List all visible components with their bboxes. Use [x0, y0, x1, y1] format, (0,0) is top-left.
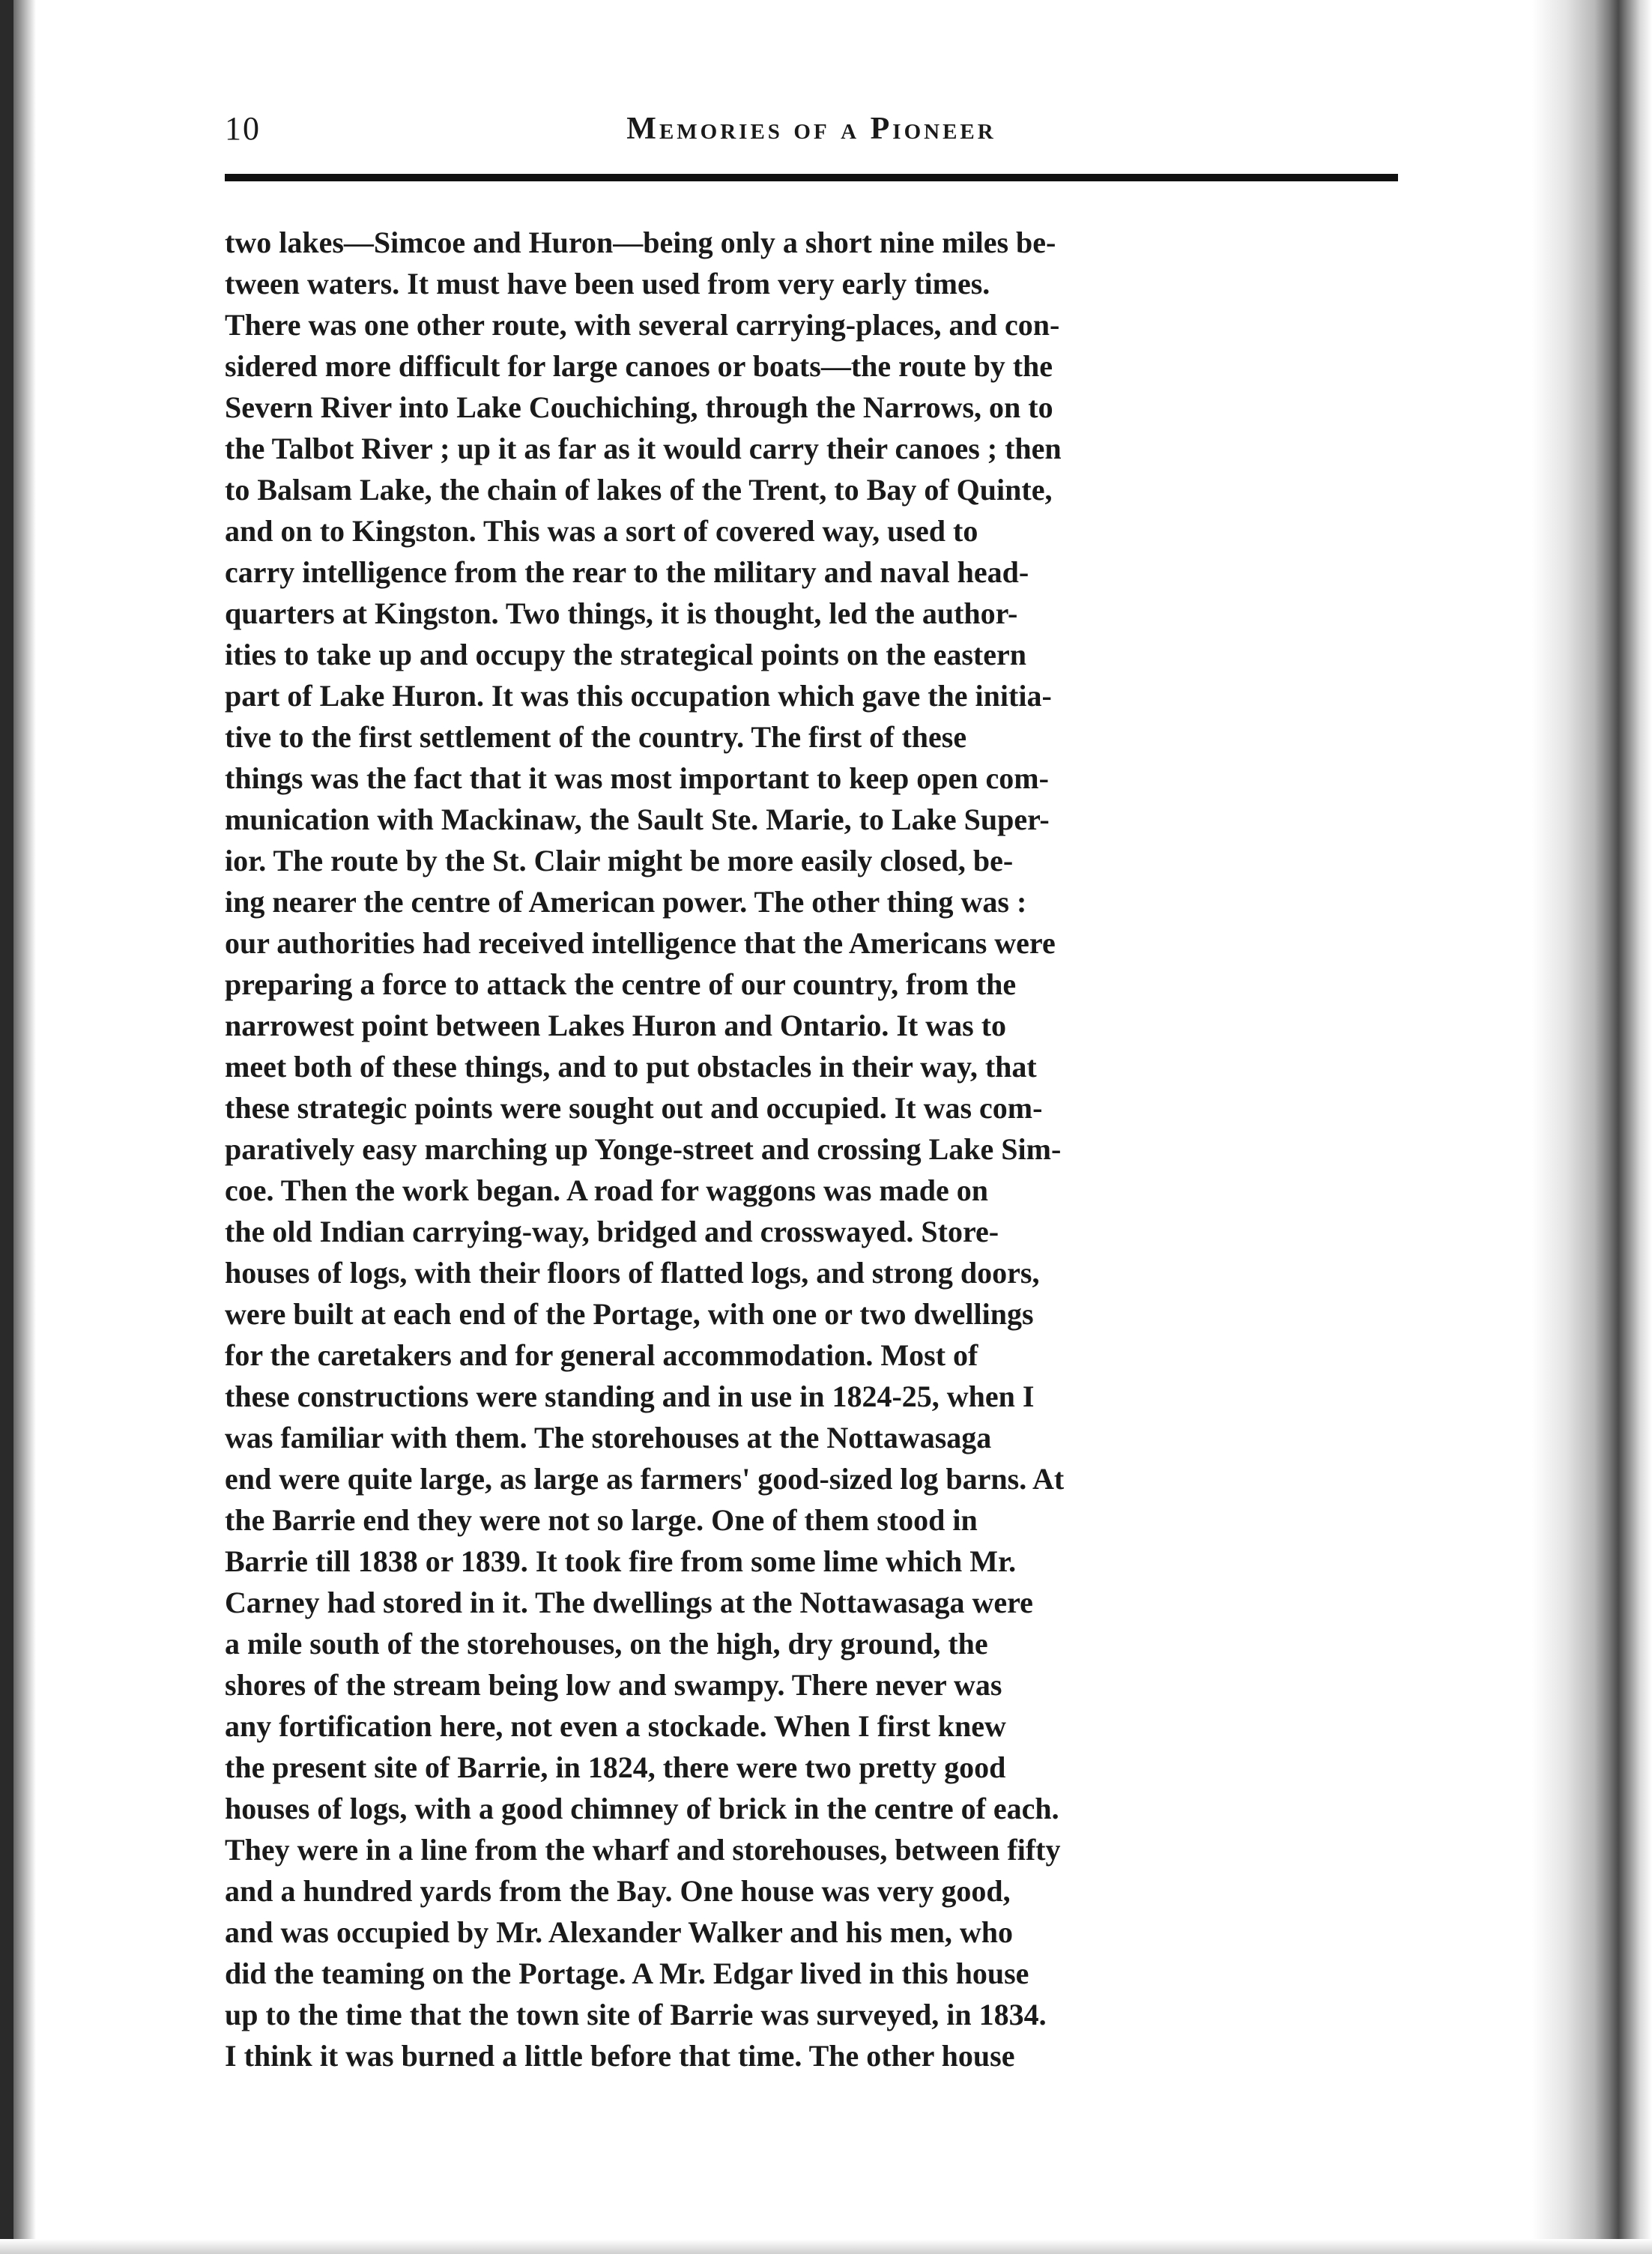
text-line: the present site of Barrie, in 1824, there were two pretty good [225, 1750, 1006, 1784]
header-rule [225, 174, 1398, 181]
text-line: Carney had stored in it. The dwellings at the Nottawasaga were [225, 1586, 1033, 1619]
text-line: for the caretakers and for general accommodation. Most of [225, 1338, 978, 1372]
text-line: meet both of these things, and to put obstacles in their way, that [225, 1050, 1037, 1084]
text-line: were built at each end of the Portage, with one or two dwellings [225, 1297, 1034, 1331]
text-line: paratively easy marching up Yonge-street and crossing Lake Sim- [225, 1132, 1062, 1166]
scan-edge-left [0, 0, 13, 2254]
text-line: Barrie till 1838 or 1839. It took fire from some lime which Mr. [225, 1544, 1017, 1578]
text-line: to Balsam Lake, the chain of lakes of the Trent, to Bay of Quinte, [225, 473, 1053, 507]
text-line: these strategic points were sought out and occupied. It was com- [225, 1091, 1043, 1125]
text-line: was familiar with them. The storehouses at the Nottawasaga [225, 1421, 992, 1454]
text-line: a mile south of the storehouses, on the high, dry ground, the [225, 1627, 988, 1661]
text-line: up to the time that the town site of Barrie was surveyed, in 1834. [225, 1998, 1047, 2031]
text-line: ing nearer the centre of American power. The other thing was : [225, 885, 1027, 919]
text-line: the old Indian carrying-way, bridged and crosswayed. Store- [225, 1215, 999, 1248]
text-line: shores of the stream being low and swampy. There never was [225, 1668, 1002, 1702]
running-title: Memories of a Pioneer [626, 112, 996, 146]
text-line: There was one other route, with several carrying-places, and con- [225, 308, 1060, 342]
text-line: They were in a line from the wharf and storehouses, between fifty [225, 1833, 1061, 1867]
text-line: quarters at Kingston. Two things, it is thought, led the author- [225, 596, 1018, 630]
text-line: tween waters. It must have been used from very early times. [225, 267, 990, 300]
scan-edge-right [1532, 0, 1652, 2254]
text-line: end were quite large, as large as farmers' good-sized log barns. At [225, 1462, 1065, 1496]
text-line: and was occupied by Mr. Alexander Walker and his men, who [225, 1915, 1014, 1949]
text-line: and on to Kingston. This was a sort of covered way, used to [225, 514, 978, 548]
text-line: and a hundred yards from the Bay. One house was very good, [225, 1874, 1011, 1908]
text-line: did the teaming on the Portage. A Mr. Edgar lived in this house [225, 1957, 1029, 1990]
text-line: houses of logs, with a good chimney of brick in the centre of each. [225, 1792, 1059, 1825]
text-line: narrowest point between Lakes Huron and Ontario. It was to [225, 1009, 1007, 1042]
text-line: our authorities had received intelligence that the Americans were [225, 926, 1056, 960]
page-number: 10 [225, 110, 261, 147]
text-line: the Barrie end they were not so large. One of them stood in [225, 1503, 978, 1537]
text-line: tive to the first settlement of the country. The first of these [225, 720, 967, 754]
scan-edge-bottom [0, 2239, 1652, 2254]
text-line: Severn River into Lake Couchiching, through the Narrows, on to [225, 390, 1053, 424]
body-text [225, 222, 1398, 2076]
text-line: carry intelligence from the rear to the military and naval head- [225, 555, 1029, 589]
text-line: ior. The route by the St. Clair might be more easily closed, be- [225, 844, 1014, 877]
text-line: preparing a force to attack the centre of our country, from the [225, 967, 1017, 1001]
scan-edge-left-shadow [13, 0, 36, 2254]
text-line: ities to take up and occupy the strategical points on the eastern [225, 638, 1026, 671]
text-line: coe. Then the work began. A road for waggons was made on [225, 1173, 988, 1207]
text-line: any fortification here, not even a stockade. When I first knew [225, 1709, 1006, 1743]
text-line: munication with Mackinaw, the Sault Ste. Marie, to Lake Super- [225, 803, 1050, 836]
text-line: sidered more difficult for large canoes or boats—the route by the [225, 349, 1053, 383]
text-line: these constructions were standing and in use in 1824-25, when I [225, 1380, 1035, 1413]
text-line: things was the fact that it was most important to keep open com- [225, 761, 1049, 795]
text-line: houses of logs, with their floors of flatted logs, and strong doors, [225, 1256, 1040, 1290]
text-line: part of Lake Huron. It was this occupation which gave the initia- [225, 679, 1052, 713]
text-line: two lakes—Simcoe and Huron—being only a short nine miles be- [225, 226, 1056, 259]
text-line: the Talbot River ; up it as far as it would carry their canoes ; then [225, 432, 1062, 465]
running-head [225, 106, 1398, 151]
text-line: I think it was burned a little before that time. The other house [225, 2039, 1015, 2073]
